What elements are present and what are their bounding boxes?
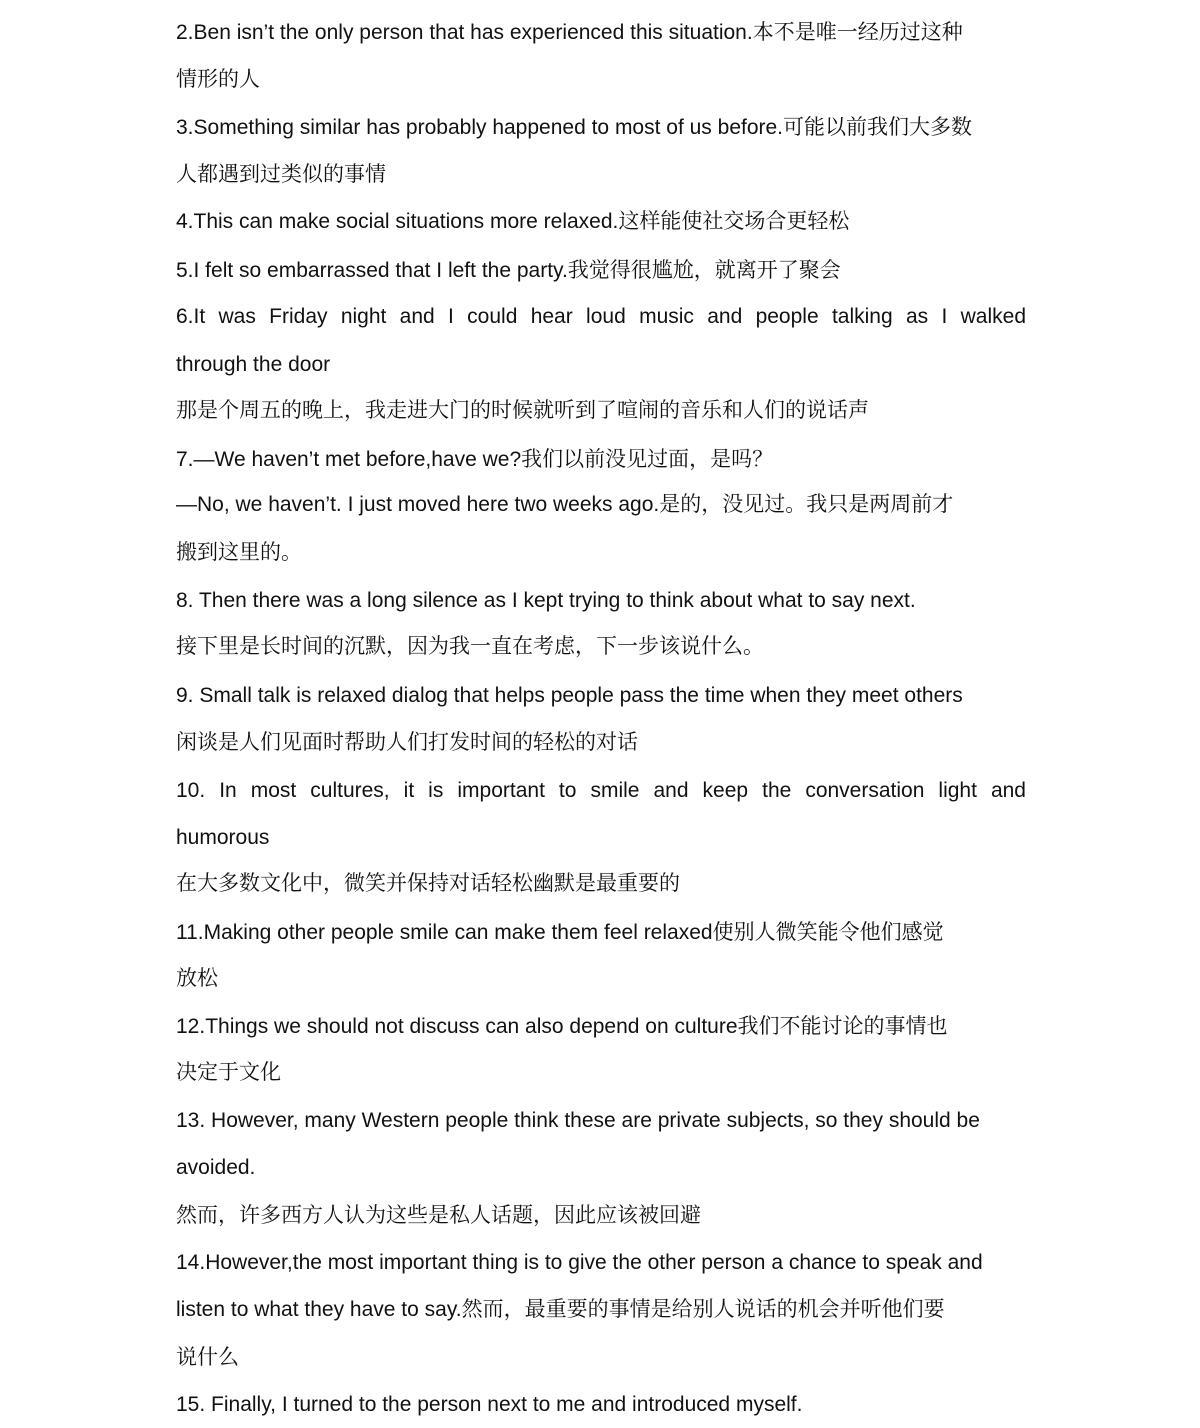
text-line: 决定于文化	[176, 1060, 281, 1084]
text-line: 5.I felt so embarrassed that I left the party.我觉得很尴尬，就离开了聚会	[176, 259, 841, 282]
text-line: 7.—We haven’t met before,have we?我们以前没见过面，是吗？	[176, 448, 774, 471]
text-line: 然而，许多西方人认为这些是私人话题，因此应该被回避	[176, 1203, 701, 1227]
text-line: 14.However,the most important thing is to give the other person a chance to speak and	[176, 1251, 983, 1274]
text-line: 放松	[176, 966, 218, 990]
text-line: 情形的人	[176, 67, 260, 91]
text-line: 2.Ben isn’t the only person that has experienced this situation.本不是唯一经历过这种	[176, 21, 963, 44]
text-line: humorous	[176, 826, 270, 849]
text-line: 3.Something similar has probably happened to most of us before.可能以前我们大多数	[176, 116, 973, 139]
text-line: through the door	[176, 353, 331, 376]
text-line: —No, we haven’t. I just moved here two weeks ago.是的，没见过。我只是两周前才	[176, 493, 954, 516]
text-line: 说什么	[176, 1345, 239, 1369]
text-line: 在大多数文化中，微笑并保持对话轻松幽默是最重要的	[176, 871, 680, 895]
text-line: 12.Things we should not discuss can also depend on culture我们不能讨论的事情也	[176, 1015, 948, 1038]
text-line: listen to what they have to say.然而，最重要的事情是给别人说话的机会并听他们要	[176, 1298, 945, 1321]
text-line: 那是个周五的晚上，我走进大门的时候就听到了喧闹的音乐和人们的说话声	[176, 398, 869, 422]
text-line: 搬到这里的。	[176, 540, 302, 564]
document-page	[176, 0, 1056, 1428]
text-line: 人都遇到过类似的事情	[176, 162, 386, 186]
text-line: 6.It was Friday night and I could hear loud music and people talking as I walked	[176, 305, 1026, 328]
text-line: 13. However, many Western people think these are private subjects, so they should be	[176, 1109, 980, 1132]
text-line: 4.This can make social situations more relaxed.这样能使社交场合更轻松	[176, 210, 850, 233]
text-line: avoided.	[176, 1156, 256, 1179]
text-line: 接下里是长时间的沉默，因为我一直在考虑，下一步该说什么。	[176, 634, 764, 658]
text-line: 11.Making other people smile can make them feel relaxed使别人微笑能令他们感觉	[176, 921, 944, 944]
text-line: 8. Then there was a long silence as I kept trying to think about what to say next.	[176, 589, 916, 612]
text-line: 9. Small talk is relaxed dialog that helps people pass the time when they meet others	[176, 684, 963, 707]
text-line: 闲谈是人们见面时帮助人们打发时间的轻松的对话	[176, 730, 638, 754]
text-line: 10. In most cultures, it is important to smile and keep the conversation light and	[176, 779, 1026, 802]
text-line: 15. Finally, I turned to the person next to me and introduced myself.	[176, 1393, 803, 1416]
